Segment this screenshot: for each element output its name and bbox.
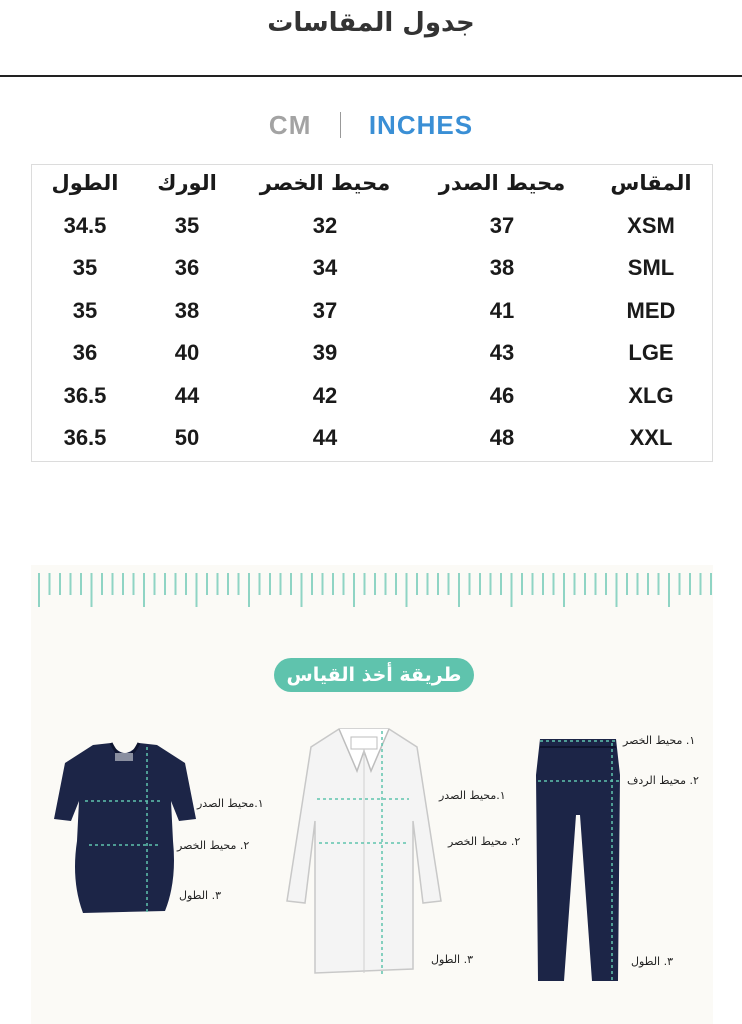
table-cell-chest: 41	[489, 298, 515, 323]
table-cell-length: 36.5	[63, 383, 107, 408]
table-cell-chest: 38	[489, 255, 515, 280]
pants-hip-label: ٢. محيط الردف	[627, 774, 699, 787]
table-cell-waist: 34	[312, 255, 338, 280]
table-cell-chest: 48	[489, 425, 515, 450]
coat-chest-label: ١.محيط الصدر	[439, 789, 506, 802]
title-divider	[0, 75, 742, 77]
table-cell-hip: 35	[174, 213, 200, 238]
top-chest-label: ١.محيط الصدر	[197, 797, 264, 810]
top-length-label: ٣. الطول	[179, 889, 222, 902]
table-cell-waist: 32	[312, 213, 338, 238]
table-cell-size: MED	[626, 298, 676, 323]
table-cell-length: 36.5	[63, 425, 107, 450]
coat-waist-label: ٢. محيط الخصر	[448, 835, 521, 848]
size-table	[31, 164, 713, 462]
table-cell-size: SML	[627, 255, 675, 280]
table-cell-length: 35	[72, 255, 98, 280]
measurement-guide	[31, 565, 713, 1024]
coat-length-label: ٣. الطول	[431, 953, 474, 966]
header-chest: محيط الصدر	[438, 171, 566, 195]
pants-waist-label: ١. محيط الخصر	[623, 734, 696, 747]
table-cell-size: XLG	[628, 383, 674, 408]
header-hip: الورك	[157, 171, 217, 195]
table-cell-waist: 37	[312, 298, 338, 323]
table-cell-hip: 40	[174, 340, 200, 365]
table-cell-chest: 43	[489, 340, 515, 365]
table-cell-hip: 44	[174, 383, 200, 408]
table-cell-length: 35	[72, 298, 98, 323]
table-cell-waist: 44	[312, 425, 338, 450]
scrub-top-icon	[53, 741, 198, 916]
unit-separator	[340, 112, 341, 138]
table-cell-chest: 46	[489, 383, 515, 408]
table-cell-waist: 39	[312, 340, 338, 365]
table-cell-hip: 50	[174, 425, 200, 450]
header-waist: محيط الخصر	[259, 171, 391, 195]
table-cell-size: LGE	[628, 340, 674, 365]
header-length: الطول	[51, 171, 119, 195]
ruler-icon	[31, 573, 713, 609]
scrub-pants-icon	[536, 735, 622, 985]
top-waist-label: ٢. محيط الخصر	[177, 839, 250, 852]
table-cell-hip: 36	[174, 255, 200, 280]
table-cell-size: XXL	[629, 425, 673, 450]
unit-cm-button[interactable]: CM	[268, 109, 312, 140]
page-title: جدول المقاسات	[267, 8, 475, 38]
unit-toggle	[0, 108, 742, 141]
table-cell-waist: 42	[312, 383, 338, 408]
unit-inches-button[interactable]: INCHES	[368, 109, 474, 140]
table-cell-size: XSM	[627, 213, 675, 238]
table-cell-hip: 38	[174, 298, 200, 323]
table-cell-length: 34.5	[63, 213, 107, 238]
how-to-measure-badge: طريقة أخذ القياس	[274, 658, 474, 692]
pants-length-label: ٣. الطول	[631, 955, 674, 968]
table-cell-chest: 37	[489, 213, 515, 238]
header-size: المقاس	[610, 171, 692, 195]
table-cell-length: 36	[72, 340, 98, 365]
lab-coat-icon	[285, 725, 443, 981]
